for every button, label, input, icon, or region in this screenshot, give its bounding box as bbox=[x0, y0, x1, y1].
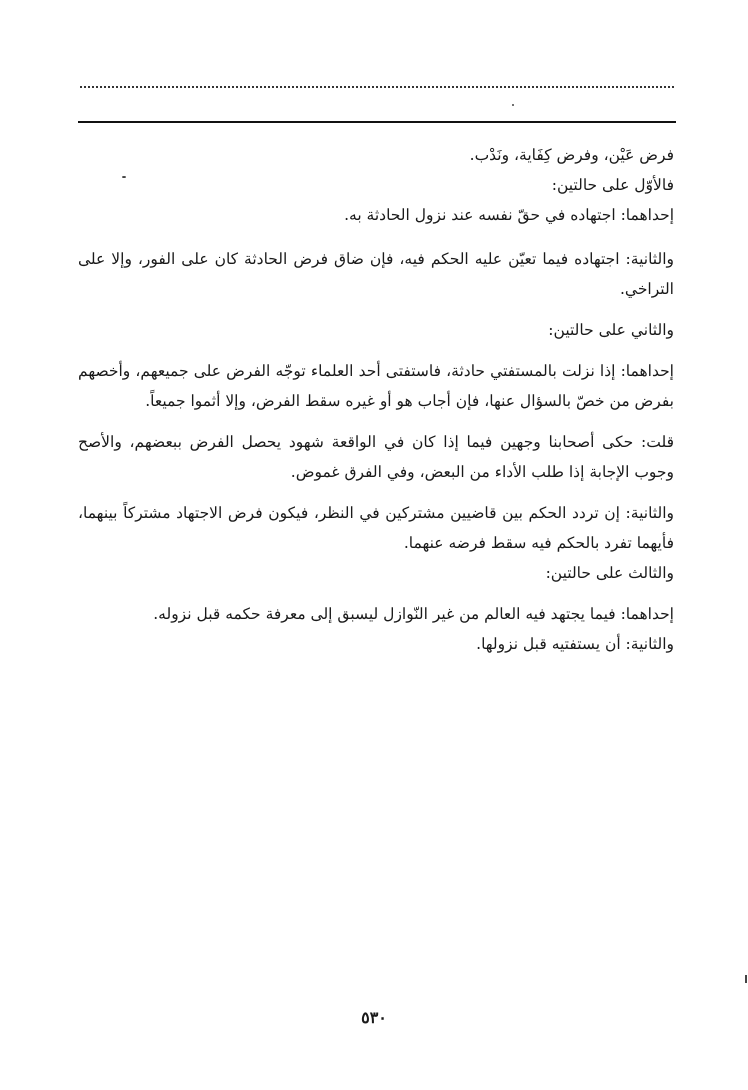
paragraph-9: والثالث على حالتين: bbox=[545, 564, 674, 582]
paragraph-8: والثانية: إن تردد الحكم بين قاضيين مشتركين في النظر، فيكون فرض الاجتهاد مشتركاً بينهما، فأيهما تفرد بالحكم فيه سقط فرضه عنهما. bbox=[78, 504, 674, 552]
paragraph-10: إحداهما: فيما يجتهد فيه العالم من غير النّوازل ليسبق إلى معرفة حكمه قبل نزوله. bbox=[153, 605, 674, 623]
paragraph-5: والثاني على حالتين: bbox=[548, 321, 674, 339]
paragraph-7: قلت: حكى أصحابنا وجهين فيما إذا كان في الواقعة شهود يحصل الفرض ببعضهم، والأصح وجوب الإجابة إذا طلب الأداء من البعض، وفي الفرق غموض. bbox=[78, 433, 674, 481]
page-number: ٥٣٠ bbox=[361, 1008, 387, 1027]
paragraph-6: إحداهما: إذا نزلت بالمستفتي حادثة، فاستفتى أحد العلماء توجّه الفرض على جميعهم، وأخصهم بفرض من خصّ بالسؤال عنها، فإن أجاب هو أو غيره سقط الفرض، وإلا أثموا جميعاً. bbox=[78, 362, 674, 410]
dotted-separator bbox=[80, 86, 674, 88]
print-speck bbox=[512, 104, 514, 106]
header-rule bbox=[78, 121, 676, 123]
paragraph-11: والثانية: أن يستفتيه قبل نزولها. bbox=[476, 635, 674, 653]
body-text bbox=[78, 140, 674, 659]
print-speck bbox=[745, 975, 747, 983]
paragraph-3: إحداهما: اجتهاده في حقّ نفسه عند نزول الحادثة به. bbox=[344, 206, 674, 224]
paragraph-4: والثانية: اجتهاده فيما تعيّن عليه الحكم فيه، فإن ضاق فرض الحادثة كان على الفور، وإلا على التراخي. bbox=[78, 250, 674, 298]
paragraph-1: فرض عَيْن، وفرض كِفَاية، ونَدْب. bbox=[469, 146, 674, 164]
paragraph-2: فالأوّل على حالتين: bbox=[551, 176, 674, 194]
